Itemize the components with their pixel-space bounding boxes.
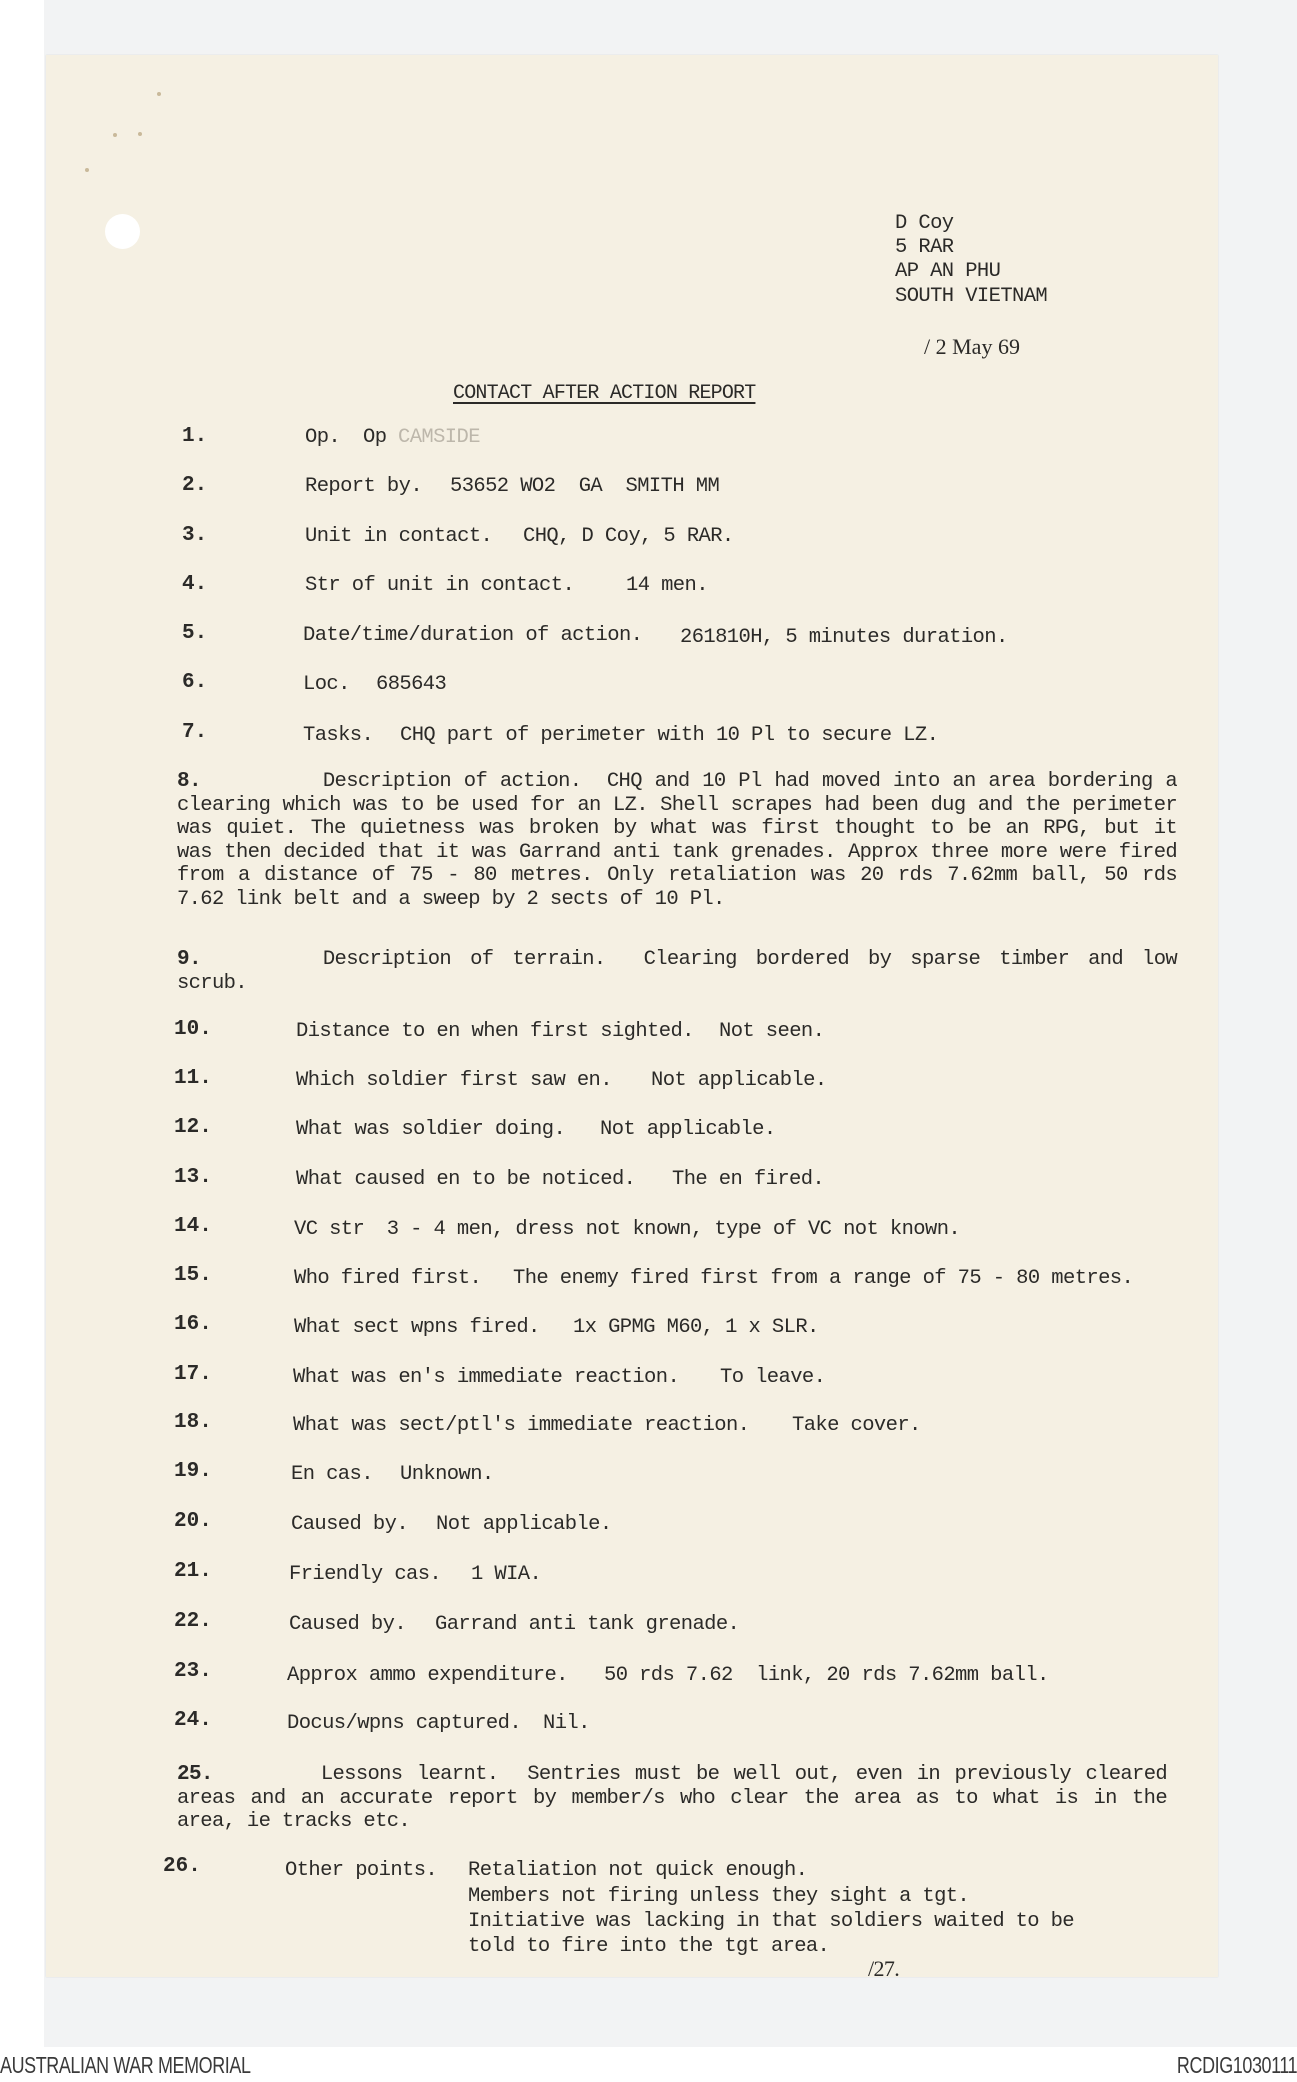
item-label: Op.	[305, 426, 341, 449]
report-date: / 2 May 69	[924, 334, 1020, 359]
item-label: Description of terrain.	[322, 948, 606, 971]
item-value: CHQ part of perimeter with 10 Pl to secure LZ.	[400, 724, 939, 747]
item-label: Approx ammo expenditure.	[287, 1664, 568, 1687]
item-label: What was en's immediate reaction.	[293, 1366, 680, 1389]
paper-speck	[113, 133, 117, 137]
paper-speck	[138, 132, 142, 136]
item-number: 18.	[174, 1411, 212, 1434]
item-continuation	[468, 1884, 1074, 1959]
continuation-line: told to fire into the tgt area.	[468, 1935, 830, 1958]
item-number: 10.	[174, 1018, 212, 1041]
item-value: 50 rds 7.62 link, 20 rds 7.62mm ball.	[604, 1664, 1049, 1687]
item-value: Op	[363, 426, 387, 449]
item-number: 1.	[182, 425, 208, 448]
item-value: Take cover.	[792, 1414, 921, 1437]
item-label: Friendly cas.	[289, 1563, 442, 1586]
item-value: 685643	[376, 673, 447, 696]
item-number: 15.	[174, 1264, 212, 1287]
item-number: 14.	[174, 1215, 212, 1238]
item-number: 6.	[182, 671, 208, 694]
item-value: 1 WIA.	[471, 1563, 542, 1586]
item-number: 7.	[182, 721, 208, 744]
item-number: 24.	[174, 1709, 212, 1732]
item-label: Unit in contact.	[305, 525, 493, 548]
continuation-line: Members not firing unless they sight a tgt.	[468, 1885, 970, 1908]
item-number: 20.	[174, 1510, 212, 1533]
item-number: 17.	[174, 1363, 212, 1386]
item-label: Other points.	[285, 1859, 438, 1882]
item-value: Garrand anti tank grenade.	[435, 1613, 740, 1636]
item-value: Not applicable.	[651, 1069, 827, 1092]
item-value: The enemy fired first from a range of 75 - 80 metres.	[513, 1267, 1134, 1290]
paper-speck	[157, 92, 161, 96]
report-item	[177, 948, 1177, 995]
item-number: 5.	[182, 622, 208, 645]
item-label: Report by.	[305, 475, 423, 498]
item-label: Caused by.	[291, 1513, 409, 1536]
item-label: Caused by.	[289, 1613, 407, 1636]
item-label: En cas.	[291, 1463, 373, 1486]
address-line: AP AN PHU	[895, 260, 1001, 283]
item-label: Docus/wpns captured.	[287, 1712, 522, 1735]
item-label: What caused en to be noticed.	[296, 1168, 636, 1191]
archive-reference: RCDIG1030111	[1176, 2052, 1297, 2078]
item-number: 25.	[177, 1763, 213, 1786]
item-value: 14 men.	[626, 574, 708, 597]
item-number: 26.	[163, 1855, 201, 1878]
item-value: Not seen.	[719, 1020, 825, 1043]
item-value: 261810H, 5 minutes duration.	[680, 626, 1008, 649]
item-value: Not applicable.	[436, 1513, 612, 1536]
item-number: 2.	[182, 474, 208, 497]
item-number: 12.	[174, 1116, 212, 1139]
item-value: CHQ and 10 Pl had moved into an area bordering a clearing which was to be used for an LZ. Shell scrapes had been dug and the perimeter was quiet. The quietness was broken by what was first thought to be an RPG, but it was then decided that it was Garrand anti tank grenades. Approx three more were fired from a distance of 75 - 80 metres. Only retaliation was 20 rds 7.62mm ball, 50 rds 7.62 link belt and a sweep by 2 sects of 10 Pl.	[177, 770, 1177, 911]
item-value: Unknown.	[400, 1463, 494, 1486]
item-number: 8.	[177, 770, 201, 793]
item-number: 4.	[182, 573, 208, 596]
item-value: Not applicable.	[600, 1118, 776, 1141]
address-line: 5 RAR	[895, 236, 954, 259]
continuation-line: Initiative was lacking in that soldiers waited to be	[468, 1910, 1074, 1933]
item-label: What was soldier doing.	[296, 1118, 566, 1141]
item-value: To leave.	[720, 1366, 826, 1389]
item-number: 19.	[174, 1460, 212, 1483]
item-label: What sect wpns fired.	[294, 1316, 540, 1339]
item-number: 16.	[174, 1313, 212, 1336]
document-title: CONTACT AFTER ACTION REPORT	[453, 382, 756, 405]
item-value: The en fired.	[672, 1168, 825, 1191]
punch-hole	[105, 214, 140, 249]
item-label: What was sect/ptl's immediate reaction.	[293, 1414, 750, 1437]
item-value: Retaliation not quick enough.	[468, 1859, 808, 1882]
item-number: 23.	[174, 1660, 212, 1683]
report-item	[177, 770, 1177, 911]
item-label: Lessons learnt.	[320, 1763, 499, 1786]
item-label: Date/time/duration of action.	[303, 624, 643, 647]
item-number: 3.	[182, 524, 208, 547]
item-value: Nil.	[543, 1712, 590, 1735]
item-label: Which soldier first saw en.	[296, 1069, 612, 1092]
item-value: 1x GPMG M60, 1 x SLR.	[573, 1316, 819, 1339]
address-line: D Coy	[895, 212, 954, 235]
item-number: 13.	[174, 1166, 212, 1189]
item-number: 22.	[174, 1610, 212, 1633]
item-value: CHQ, D Coy, 5 RAR.	[523, 525, 734, 548]
item-label: Loc.	[303, 673, 350, 696]
item-label: Who fired first.	[294, 1267, 482, 1290]
paper-speck	[85, 168, 89, 172]
item-label: Description of action.	[322, 770, 582, 793]
item-number: 11.	[174, 1067, 212, 1090]
item-label: Distance to en when first sighted.	[296, 1020, 694, 1043]
item-value: 3 - 4 men, dress not known, type of VC not known.	[375, 1218, 961, 1241]
item-label: Tasks.	[303, 724, 374, 747]
document-page	[46, 55, 1218, 1977]
item-value: Sentries must be well out, even in previously cleared areas and an accurate report by member/s who clear the area as to what is in the area, ie tracks etc.	[177, 1763, 1168, 1833]
item-number: 21.	[174, 1560, 212, 1583]
item-label: VC str	[294, 1218, 365, 1241]
item-value: 53652 WO2 GA SMITH MM	[450, 475, 720, 498]
item-number: 9.	[177, 948, 201, 971]
archive-name: AUSTRALIAN WAR MEMORIAL	[0, 2052, 251, 2078]
item-value: Clearing bordered by sparse timber and low scrub.	[177, 948, 1177, 995]
redacted-op-name: CAMSIDE	[398, 426, 480, 449]
report-item	[177, 1763, 1167, 1834]
continuation-marker: /27.	[868, 1956, 900, 1981]
item-label: Str of unit in contact.	[305, 574, 575, 597]
address-line: SOUTH VIETNAM	[895, 285, 1048, 308]
